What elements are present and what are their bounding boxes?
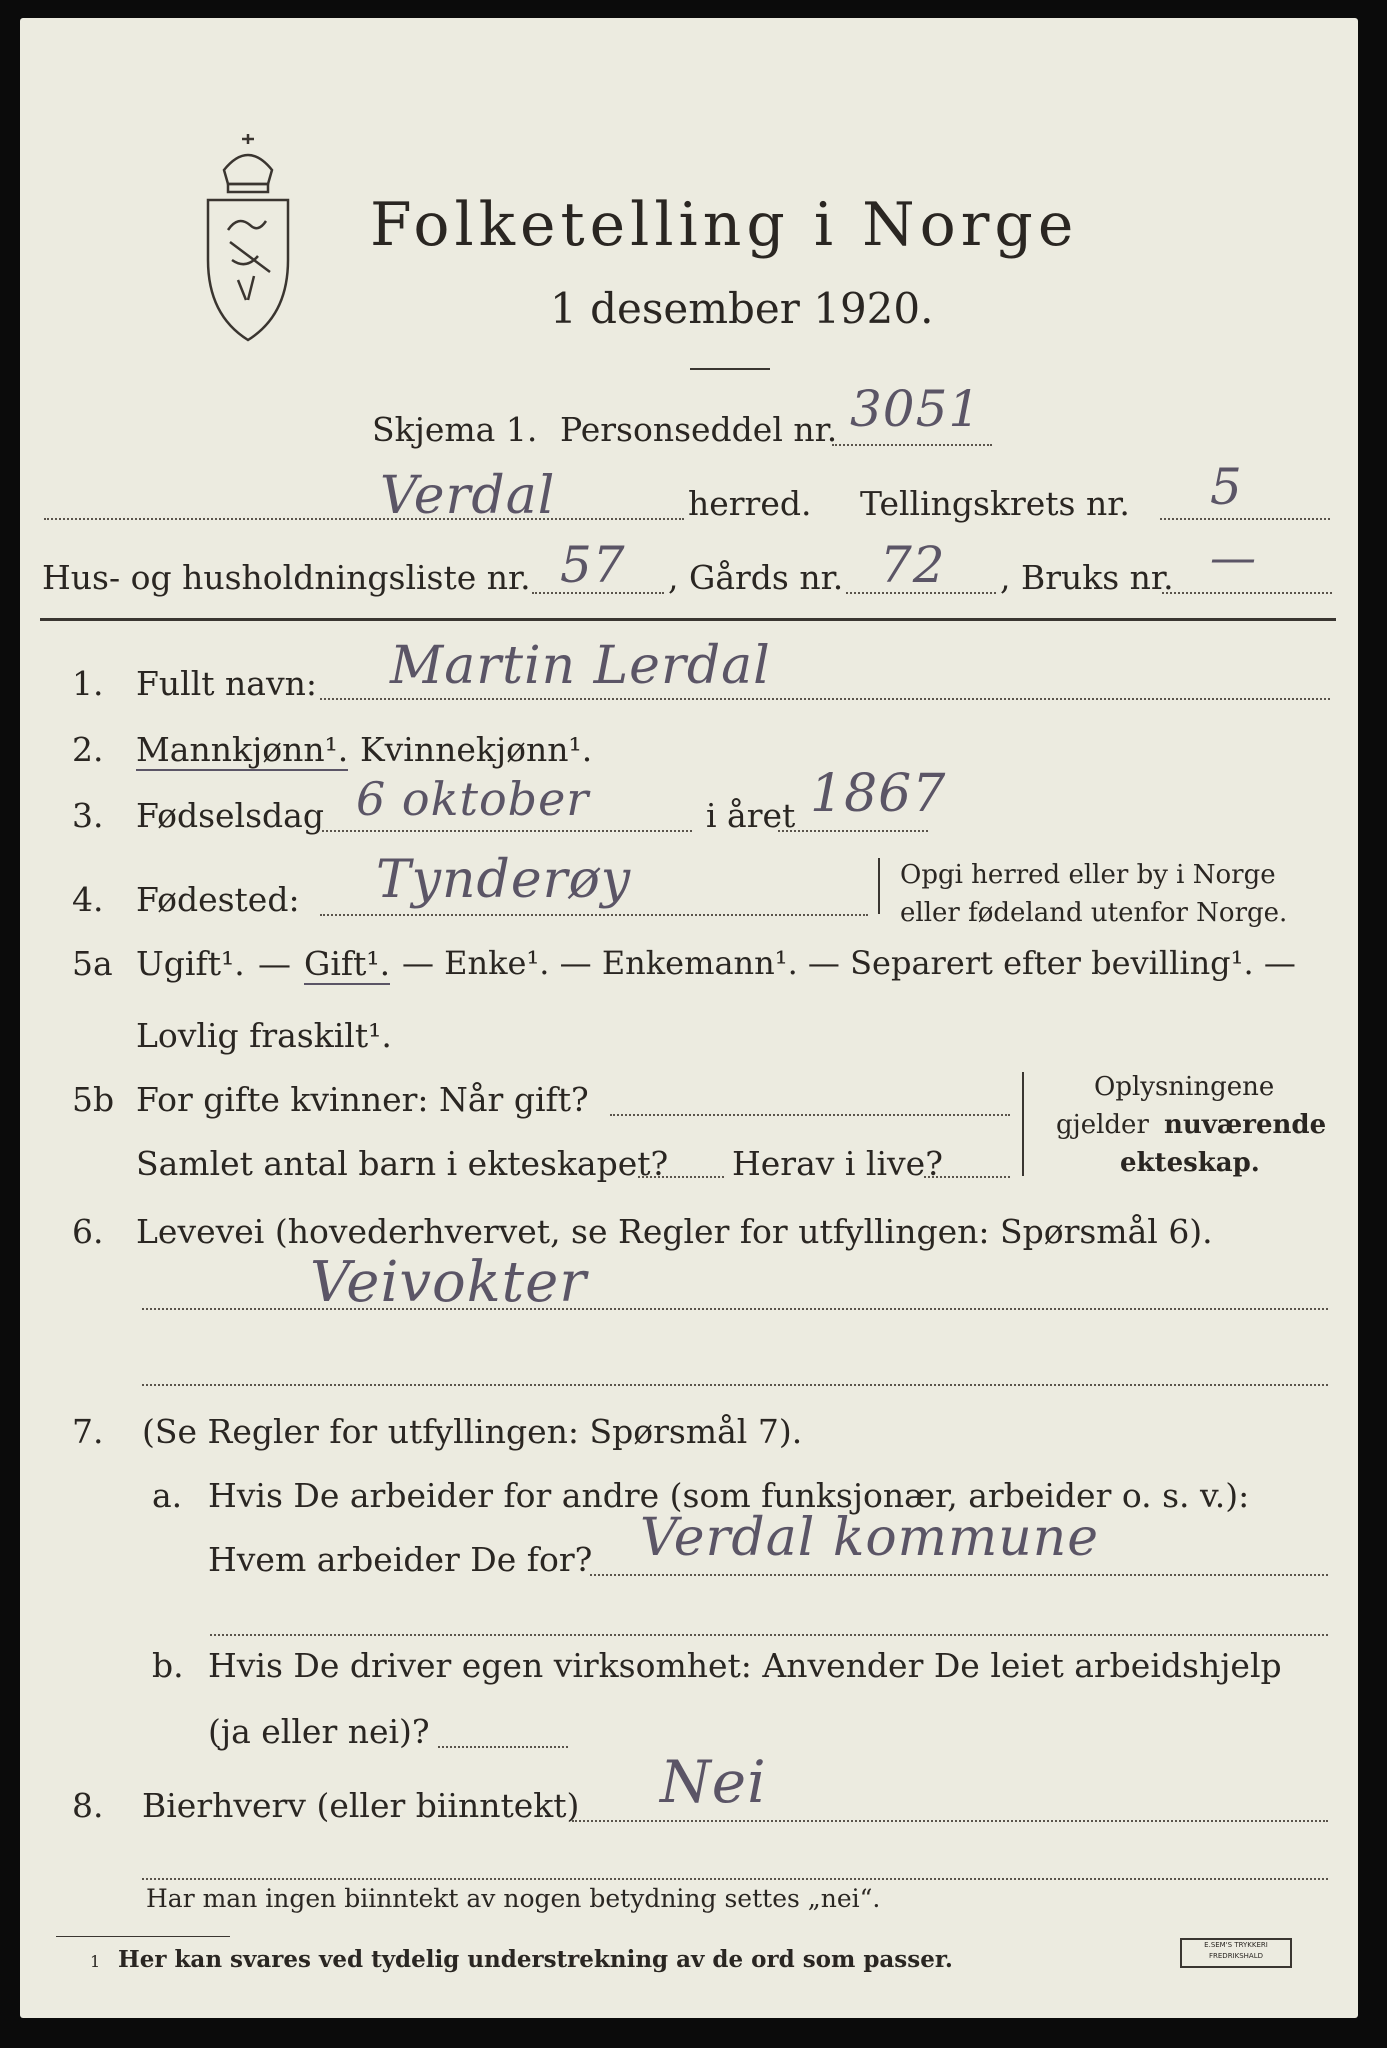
- census-form: [20, 18, 1358, 2018]
- sex-female-option[interactable]: Kvinnekjønn¹.: [360, 730, 593, 769]
- birthplace-field[interactable]: [320, 914, 868, 916]
- q6-number: 6.: [72, 1212, 104, 1251]
- coat-of-arms-icon: [198, 130, 298, 350]
- marriage-note-1: Oplysningene: [1094, 1072, 1275, 1102]
- tellingskrets-value: 5: [1210, 458, 1243, 516]
- occupation-field-2[interactable]: [142, 1384, 1328, 1386]
- side-income-field[interactable]: [572, 1820, 1328, 1822]
- birthplace-label: Fødested:: [136, 880, 300, 919]
- marital-fraskilt-option[interactable]: Lovlig fraskilt¹.: [136, 1016, 392, 1055]
- q7a-line1: Hvis De arbeider for andre (som funksjonær, arbeider o. s. v.):: [208, 1476, 1250, 1515]
- married-when-label: For gifte kvinner: Når gift?: [136, 1080, 589, 1119]
- full-name-field[interactable]: [320, 698, 1330, 700]
- children-alive-field[interactable]: [924, 1176, 1010, 1178]
- q8-number: 8.: [72, 1786, 104, 1825]
- marriage-note-2a: gjelder: [1056, 1110, 1149, 1140]
- hired-help-field[interactable]: [438, 1746, 568, 1748]
- children-total-field[interactable]: [638, 1176, 724, 1178]
- footnote-text: Her kan svares ved tydelig understrekning av de ord som passer.: [118, 1946, 953, 1973]
- sex-male-option[interactable]: Mannkjønn¹.: [136, 730, 349, 769]
- full-name-value: Martin Lerdal: [390, 636, 771, 696]
- q2-number: 2.: [72, 730, 104, 769]
- q7b-line1: Hvis De driver egen virksomhet: Anvender De leiet arbeidshjelp: [208, 1646, 1282, 1685]
- hus-label: Hus- og husholdningsliste nr.: [42, 558, 531, 597]
- herred-value: Verdal: [380, 466, 556, 526]
- hired-help-label: (ja eller nei)?: [208, 1712, 430, 1751]
- birthplace-note-1: Opgi herred eller by i Norge: [900, 860, 1276, 890]
- q7a-letter: a.: [152, 1476, 183, 1515]
- q5b-number: 5b: [72, 1080, 115, 1119]
- printer-line-2: FREDRIKSHALD: [1208, 1952, 1263, 1960]
- tellingskrets-label: Tellingskrets nr.: [860, 484, 1130, 523]
- bruks-label: , Bruks nr.: [1000, 558, 1174, 597]
- birth-year-label: i året: [706, 796, 796, 835]
- employer-value: Verdal kommune: [640, 1508, 1100, 1568]
- printer-line-1: E.SEM'S TRYKKERI: [1204, 1941, 1268, 1949]
- q7b-letter: b.: [152, 1646, 184, 1685]
- q1-number: 1.: [72, 664, 104, 703]
- married-when-field[interactable]: [610, 1114, 1010, 1116]
- form-title: Folketelling i Norge: [370, 190, 1079, 260]
- footnote-number: 1: [90, 1952, 101, 1971]
- birthday-label: Fødselsdag: [136, 796, 324, 835]
- form-date: 1 desember 1920.: [550, 284, 934, 333]
- header-divider: [40, 618, 1336, 621]
- birthplace-note-2: eller fødeland utenfor Norge.: [900, 898, 1288, 928]
- occupation-value: Veivokter: [310, 1250, 588, 1315]
- footnote-divider: [56, 1936, 230, 1937]
- q3-number: 3.: [72, 796, 104, 835]
- personseddel-label: Personseddel nr.: [560, 410, 838, 449]
- employer-field-2[interactable]: [210, 1634, 1328, 1636]
- personseddel-value: 3051: [850, 380, 982, 438]
- birth-year-value: 1867: [810, 764, 947, 824]
- birthplace-value: Tynderøy: [376, 850, 632, 910]
- q5a-number: 5a: [72, 944, 113, 983]
- marital-gift-option[interactable]: Gift¹.: [304, 944, 391, 983]
- hus-value: 57: [560, 536, 626, 594]
- occupation-label: Levevei (hovederhvervet, se Regler for utfyllingen: Spørsmål 6).: [136, 1212, 1213, 1251]
- birth-year-field[interactable]: [778, 830, 928, 832]
- birthday-value: 6 oktober: [356, 772, 590, 826]
- gards-label: , Gårds nr.: [668, 558, 844, 597]
- title-divider: [690, 368, 770, 370]
- skjema-label: Skjema 1.: [372, 410, 538, 449]
- q7-number: 7.: [72, 1412, 104, 1451]
- tellingskrets-field[interactable]: [1160, 518, 1330, 520]
- birthplace-brace: [878, 858, 888, 914]
- marriage-note-2b: nuværende: [1164, 1110, 1327, 1140]
- bruks-field[interactable]: [1162, 592, 1332, 594]
- side-income-label: Bierhverv (eller biinntekt): [142, 1786, 580, 1825]
- herred-label: herred.: [688, 484, 812, 523]
- employer-field[interactable]: [590, 1574, 1328, 1576]
- marital-other-options[interactable]: — Enke¹. — Enkemann¹. — Separert efter bevilling¹. —: [402, 944, 1296, 982]
- gards-value: 72: [880, 536, 946, 594]
- personseddel-field[interactable]: [832, 444, 992, 446]
- employer-label: Hvem arbeider De for?: [208, 1540, 593, 1579]
- marital-ugift-option[interactable]: Ugift¹.: [136, 944, 245, 983]
- q4-number: 4.: [72, 880, 104, 919]
- side-income-value: Nei: [660, 1748, 767, 1816]
- q1-label: Fullt navn:: [136, 664, 317, 703]
- side-income-field-2[interactable]: [142, 1878, 1328, 1880]
- children-alive-label: Herav i live?: [732, 1144, 943, 1183]
- occupation-field-1[interactable]: [142, 1308, 1328, 1310]
- marriage-note-3: ekteskap.: [1120, 1148, 1260, 1178]
- herred-field[interactable]: [44, 518, 684, 520]
- footer-note: Har man ingen biinntekt av nogen betydning settes „nei“.: [146, 1884, 881, 1913]
- birthday-field[interactable]: [322, 830, 692, 832]
- bruks-value: —: [1210, 530, 1257, 584]
- children-total-label: Samlet antal barn i ekteskapet?: [136, 1144, 669, 1183]
- q7-label: (Se Regler for utfyllingen: Spørsmål 7).: [142, 1412, 803, 1451]
- marriage-note-brace: [1022, 1072, 1032, 1176]
- printer-mark: [1180, 1938, 1292, 1968]
- marital-dash: —: [258, 944, 291, 983]
